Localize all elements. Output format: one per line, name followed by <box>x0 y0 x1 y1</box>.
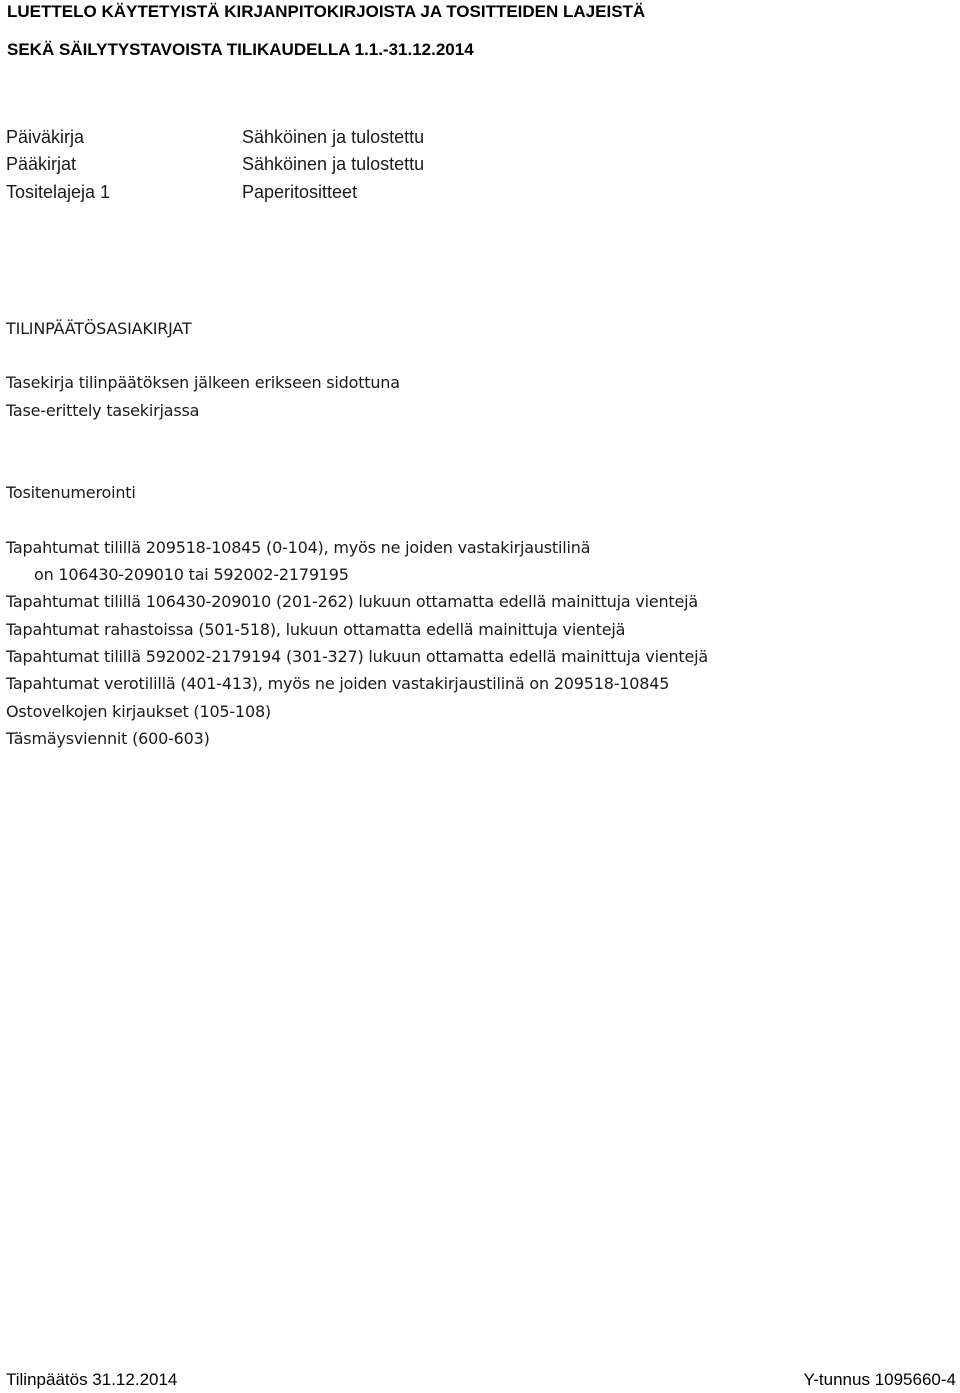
book-label-journal: Päiväkirja <box>6 127 85 147</box>
voucher-numbering-heading: Tositenumerointi <box>6 483 136 502</box>
financial-statements-heading: TILINPÄÄTÖSASIAKIRJAT <box>6 319 192 338</box>
voucher-numbering-line: Tapahtumat rahastoissa (501-518), lukuun ottamatta edellä mainittuja vientejä <box>6 620 626 639</box>
voucher-numbering-line: Täsmäysviennit (600-603) <box>6 729 210 748</box>
voucher-numbering-line: Tapahtumat verotilillä (401-413), myös ne joiden vastakirjaustilinä on 209518-10845 <box>6 674 670 693</box>
footer-business-id: Y-tunnus 1095660-4 <box>803 1370 956 1389</box>
voucher-numbering-line: Tapahtumat tilillä 592002-2179194 (301-327) lukuun ottamatta edellä mainittuja vientejä <box>6 647 708 666</box>
voucher-numbering-line: Tapahtumat tilillä 106430-209010 (201-262) lukuun ottamatta edellä mainittuja vientejä <box>6 592 698 611</box>
document-title-line-2: SEKÄ SÄILYTYSTAVOISTA TILIKAUDELLA 1.1.-31.12.2014 <box>7 40 474 59</box>
voucher-numbering-line: Tapahtumat tilillä 209518-10845 (0-104), myös ne joiden vastakirjaustilinä <box>6 538 591 557</box>
book-value-journal: Sähköinen ja tulostettu <box>242 127 425 147</box>
voucher-numbering-line: Ostovelkojen kirjaukset (105-108) <box>6 702 271 721</box>
book-value-voucher-types: Paperitositteet <box>242 182 358 202</box>
book-label-voucher-types: Tositelajeja 1 <box>6 182 111 202</box>
financial-statements-item: Tasekirja tilinpäätöksen jälkeen erikseen sidottuna <box>6 373 400 392</box>
voucher-numbering-line: on 106430-209010 tai 592002-2179195 <box>34 565 349 584</box>
book-label-ledgers: Pääkirjat <box>6 154 77 174</box>
document-title-line-1: LUETTELO KÄYTETYISTÄ KIRJANPITOKIRJOISTA JA TOSITTEIDEN LAJEISTÄ <box>7 2 646 21</box>
financial-statements-item: Tase-erittely tasekirjassa <box>6 401 200 420</box>
footer-statement-date: Tilinpäätös 31.12.2014 <box>6 1370 178 1389</box>
book-value-ledgers: Sähköinen ja tulostettu <box>242 154 425 174</box>
